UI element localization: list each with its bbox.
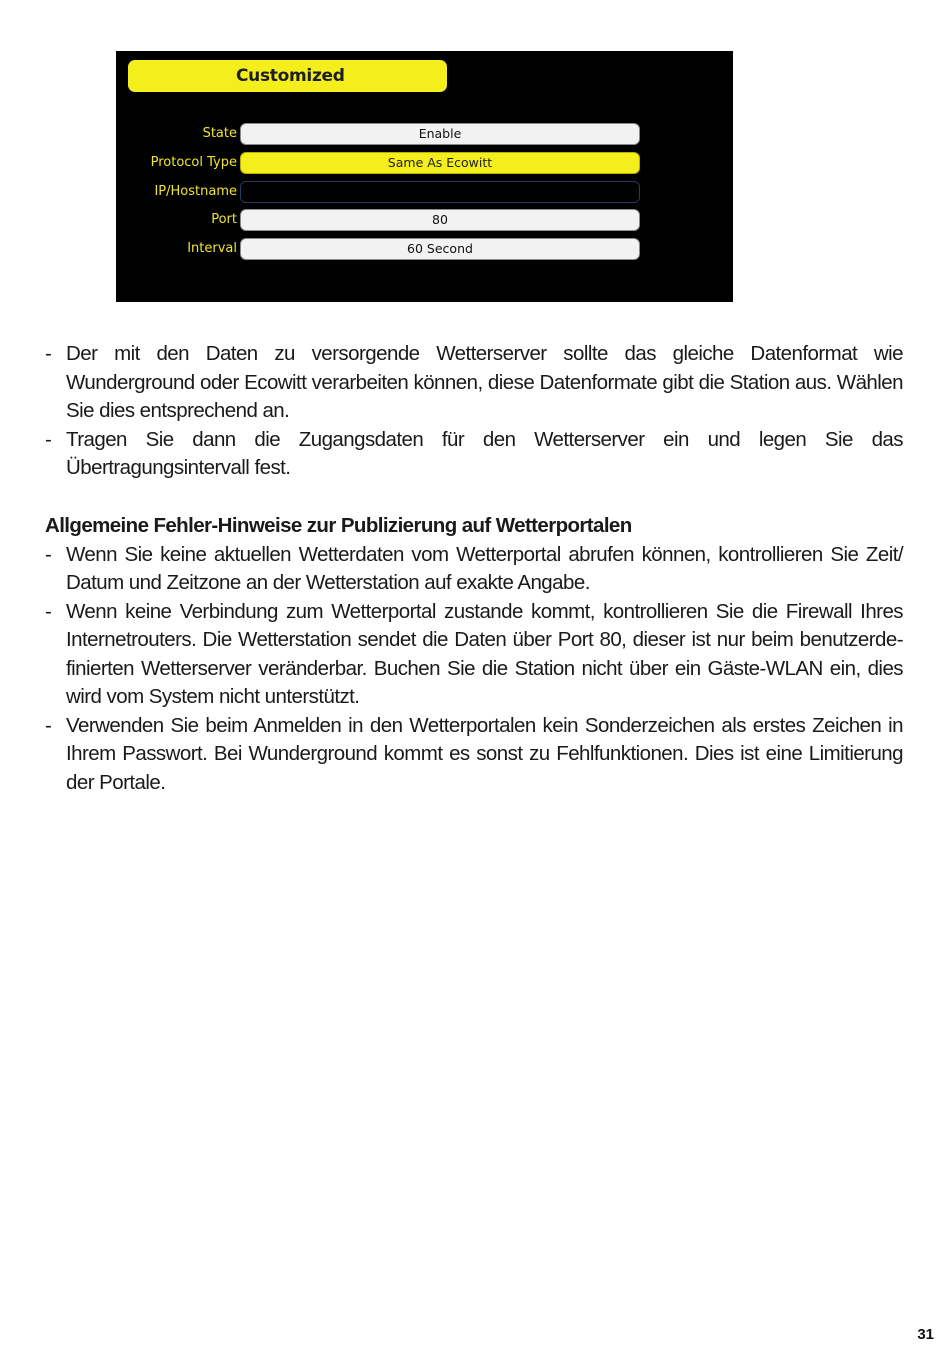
section-heading: Allgemeine Fehler-Hinweise zur Publizierung auf Wetterportalen bbox=[45, 514, 632, 537]
list-item-text: Wenn Sie keine aktuellen Wetterdaten vom Wetterportal abrufen können, kontrollieren Sie Zeit/ Datum und Zeitzone an der Wetterstation auf exakte Angabe. bbox=[66, 542, 903, 594]
list-item-text: Der mit den Daten zu versorgende Wetterserver sollte das gleiche Datenformat wie Wunderground oder Ecowitt verarbeiten können, diese Datenformate gibt die Station aus. Wählen Sie dies entsprechend an. bbox=[66, 342, 903, 422]
errors-section bbox=[45, 512, 903, 797]
port-field[interactable]: 80 bbox=[240, 209, 640, 231]
bullet-dash: - bbox=[45, 599, 52, 623]
screen-title: Customized bbox=[128, 60, 447, 92]
bullet-dash: - bbox=[45, 342, 52, 365]
protocol-type-row[interactable] bbox=[116, 152, 733, 174]
list-item bbox=[45, 340, 903, 426]
bullet-dash: - bbox=[45, 542, 52, 566]
interval-label: Interval bbox=[187, 241, 237, 256]
ip-hostname-field[interactable] bbox=[240, 181, 640, 203]
interval-field[interactable]: 60 Second bbox=[240, 238, 640, 260]
interval-row[interactable] bbox=[116, 238, 733, 260]
protocol-type-field[interactable]: Same As Ecowitt bbox=[240, 152, 640, 174]
list-item bbox=[45, 712, 903, 798]
bullet-dash: - bbox=[45, 427, 52, 451]
port-label: Port bbox=[211, 212, 237, 227]
list-item-text: Tragen Sie dann die Zugangsdaten für den Wetterserver ein und legen Sie das Übertragungsintervall fest. bbox=[66, 427, 903, 479]
intro-list bbox=[45, 340, 903, 483]
list-item bbox=[45, 598, 903, 712]
state-row[interactable] bbox=[116, 123, 733, 145]
list-item bbox=[45, 426, 903, 483]
bullet-dash: - bbox=[45, 713, 52, 737]
page-number: 31 bbox=[917, 1326, 934, 1343]
state-label: State bbox=[202, 126, 237, 141]
device-screen bbox=[116, 51, 733, 302]
list-item-text: Verwenden Sie beim Anmelden in den Wetterportalen kein Sonderzeichen als erstes Zeichen in Ihrem Passwort. Bei Wunderground kommt es sonst zu Fehlfunktionen. Dies ist eine Limitierung der Portale. bbox=[66, 713, 903, 794]
list-item-text: Wenn keine Verbindung zum Wetterportal zustande kommt, kontrollieren Sie die Firewall Ihres Internetrouters. Die Wetterstation sendet die Daten über Port 80, dieser ist nur beim benutzerde-finierten Wetterserver veränderbar. Buchen Sie die Station nicht über ein Gäste-WLAN ein, dies wird vom System nicht unterstützt. bbox=[66, 599, 903, 708]
ip-hostname-label: IP/Hostname bbox=[154, 184, 237, 199]
protocol-type-label: Protocol Type bbox=[150, 155, 237, 170]
ip-hostname-row[interactable] bbox=[116, 181, 733, 203]
port-row[interactable] bbox=[116, 209, 733, 231]
state-field[interactable]: Enable bbox=[240, 123, 640, 145]
list-item bbox=[45, 541, 903, 598]
